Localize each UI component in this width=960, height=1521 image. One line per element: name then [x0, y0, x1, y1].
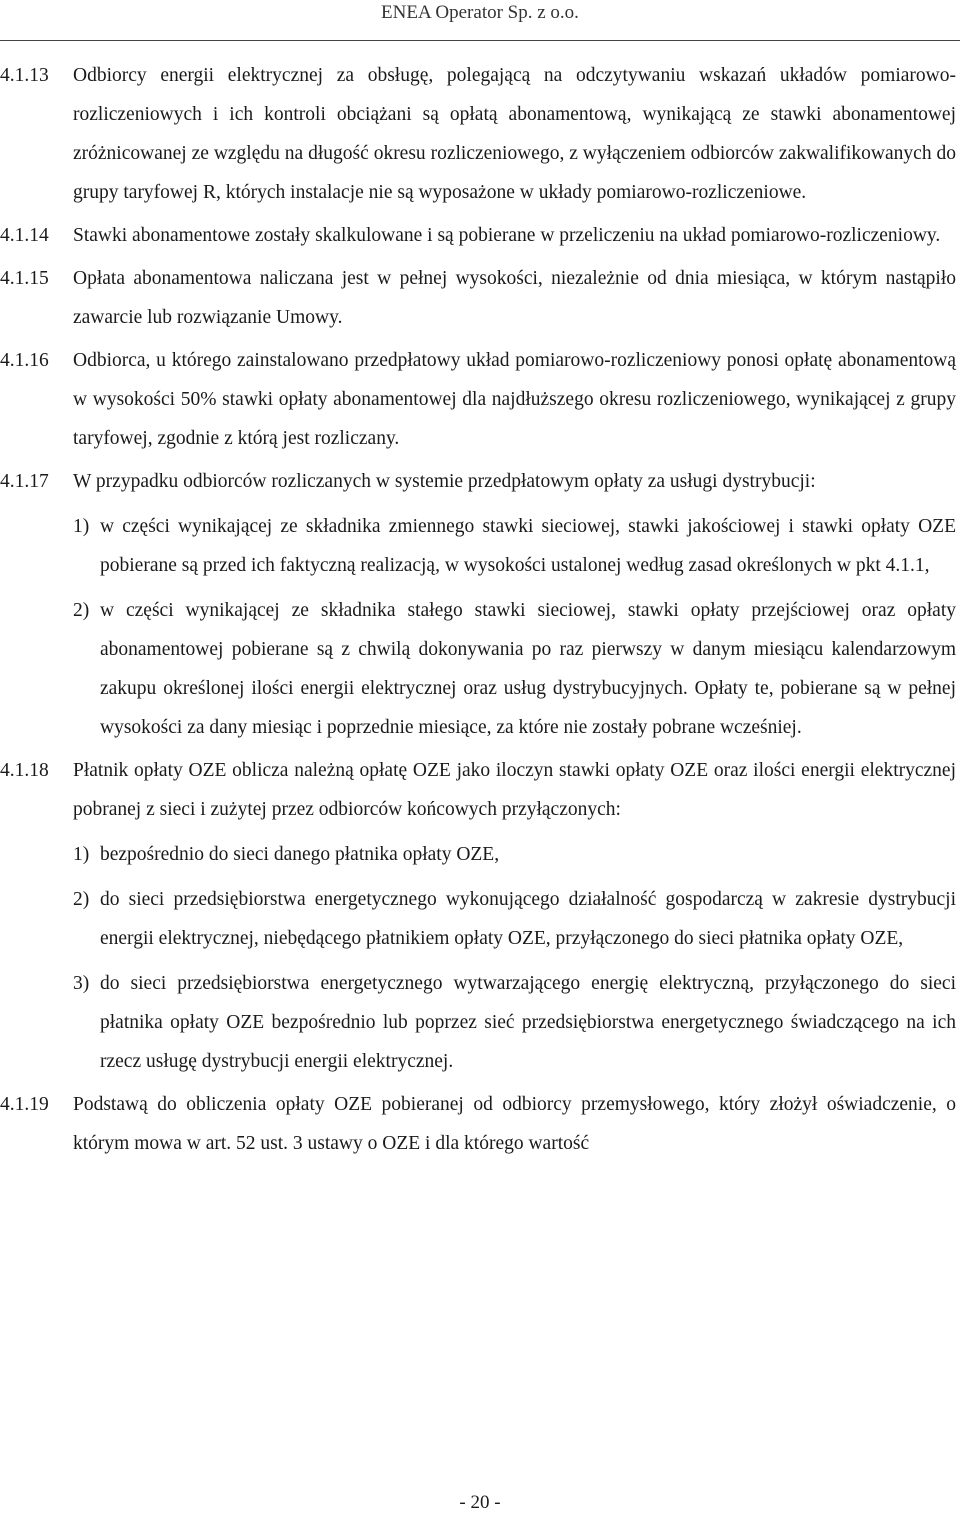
paragraph-4-1-13	[0, 56, 956, 212]
paragraph-4-1-17	[0, 462, 956, 747]
paragraph-number: 4.1.16	[0, 350, 49, 371]
paragraph-4-1-19	[0, 1085, 956, 1163]
paragraph-4-1-14	[0, 216, 956, 255]
document-body	[0, 56, 956, 1167]
running-header: ENEA Operator Sp. z o.o.	[381, 2, 579, 23]
list-item-number: 2)	[73, 889, 90, 910]
paragraph-number: 4.1.19	[0, 1094, 49, 1115]
list-item-text: bezpośrednio do sieci danego płatnika opłaty OZE,	[100, 844, 500, 865]
paragraph-text: Opłata abonamentowa naliczana jest w pełnej wysokości, niezależnie od dnia miesiąca, w którym nastąpiło zawarcie lub rozwiązanie Umowy.	[73, 268, 956, 328]
list-item	[73, 507, 956, 585]
list-item	[73, 964, 956, 1081]
list-item-text: w części wynikającej ze składnika zmiennego stawki sieciowej, stawki jakościowej i stawki opłaty OZE pobierane są przed ich faktyczną realizacją, w wysokości ustalonej według zasad określonych w pkt 4.1.1,	[100, 516, 956, 576]
list-item	[73, 880, 956, 958]
list-item-text: w części wynikającej ze składnika stałego stawki sieciowej, stawki opłaty przejściowej oraz opłaty abonamentowej pobierane są z chwilą dokonywania po raz pierwszy w danym miesiącu kalendarzowym zakupu określonej ilości energii elektrycznej oraz usług dystrybucyjnych. Opłaty te, pobierane są w pełnej wysokości za dany miesiąc i poprzednie miesiące, za które nie zostały pobrane wcześniej.	[100, 600, 956, 738]
list-item-text: do sieci przedsiębiorstwa energetycznego wytwarzającego energię elektryczną, przyłączonego do sieci płatnika opłaty OZE bezpośrednio lub poprzez sieć przedsiębiorstwa energetycznego świadczącego na ich rzecz usługę dystrybucji energii elektrycznej.	[100, 973, 956, 1072]
list-item-number: 3)	[73, 973, 90, 994]
paragraph-text: Odbiorcy energii elektrycznej za obsługę, polegającą na odczytywaniu wskazań układów pomiarowo-rozliczeniowych i ich kontroli obciążani są opłatą abonamentową, wynikającą ze stawki abonamentowej zróżnicowanej ze względu na długość okresu rozliczeniowego, z wyłączeniem odbiorców zakwalifikowanych do grupy taryfowej R, których instalacje nie są wyposażone w układy pomiarowo-rozliczeniowe.	[73, 65, 956, 203]
paragraph-text: Stawki abonamentowe zostały skalkulowane i są pobierane w przeliczeniu na układ pomiarowo-rozliczeniowy.	[73, 225, 941, 246]
list-item	[73, 591, 956, 747]
paragraph-number: 4.1.14	[0, 225, 49, 246]
paragraph-number: 4.1.17	[0, 471, 49, 492]
paragraph-4-1-16	[0, 341, 956, 458]
paragraph-4-1-15	[0, 259, 956, 337]
header-divider	[0, 40, 960, 41]
paragraph-number: 4.1.13	[0, 65, 49, 86]
list-item-number: 2)	[73, 600, 90, 621]
paragraph-number: 4.1.18	[0, 760, 49, 781]
paragraph-text: Podstawą do obliczenia opłaty OZE pobieranej od odbiorcy przemysłowego, który złożył oświadczenie, o którym mowa w art. 52 ust. 3 ustawy o OZE i dla którego wartość	[73, 1094, 956, 1154]
list-item-number: 1)	[73, 844, 90, 865]
paragraph-text: W przypadku odbiorców rozliczanych w systemie przedpłatowym opłaty za usługi dystrybucji:	[73, 471, 816, 492]
list-item-number: 1)	[73, 516, 90, 537]
page-number: - 20 -	[459, 1492, 501, 1513]
list-item-text: do sieci przedsiębiorstwa energetycznego wykonującego działalność gospodarczą w zakresie dystrybucji energii elektrycznej, niebędącego płatnikiem opłaty OZE, przyłączonego do sieci płatnika opłaty OZE,	[100, 889, 956, 949]
paragraph-text: Płatnik opłaty OZE oblicza należną opłatę OZE jako iloczyn stawki opłaty OZE oraz ilości energii elektrycznej pobranej z sieci i zużytej przez odbiorców końcowych przyłączonych:	[73, 760, 956, 820]
paragraph-text: Odbiorca, u którego zainstalowano przedpłatowy układ pomiarowo-rozliczeniowy ponosi opłatę abonamentową w wysokości 50% stawki opłaty abonamentowej dla najdłuższego okresu rozliczeniowego, wynikającej z grupy taryfowej, zgodnie z którą jest rozliczany.	[73, 350, 956, 449]
list-item	[73, 835, 956, 874]
paragraph-number: 4.1.15	[0, 268, 49, 289]
paragraph-4-1-18	[0, 751, 956, 1081]
